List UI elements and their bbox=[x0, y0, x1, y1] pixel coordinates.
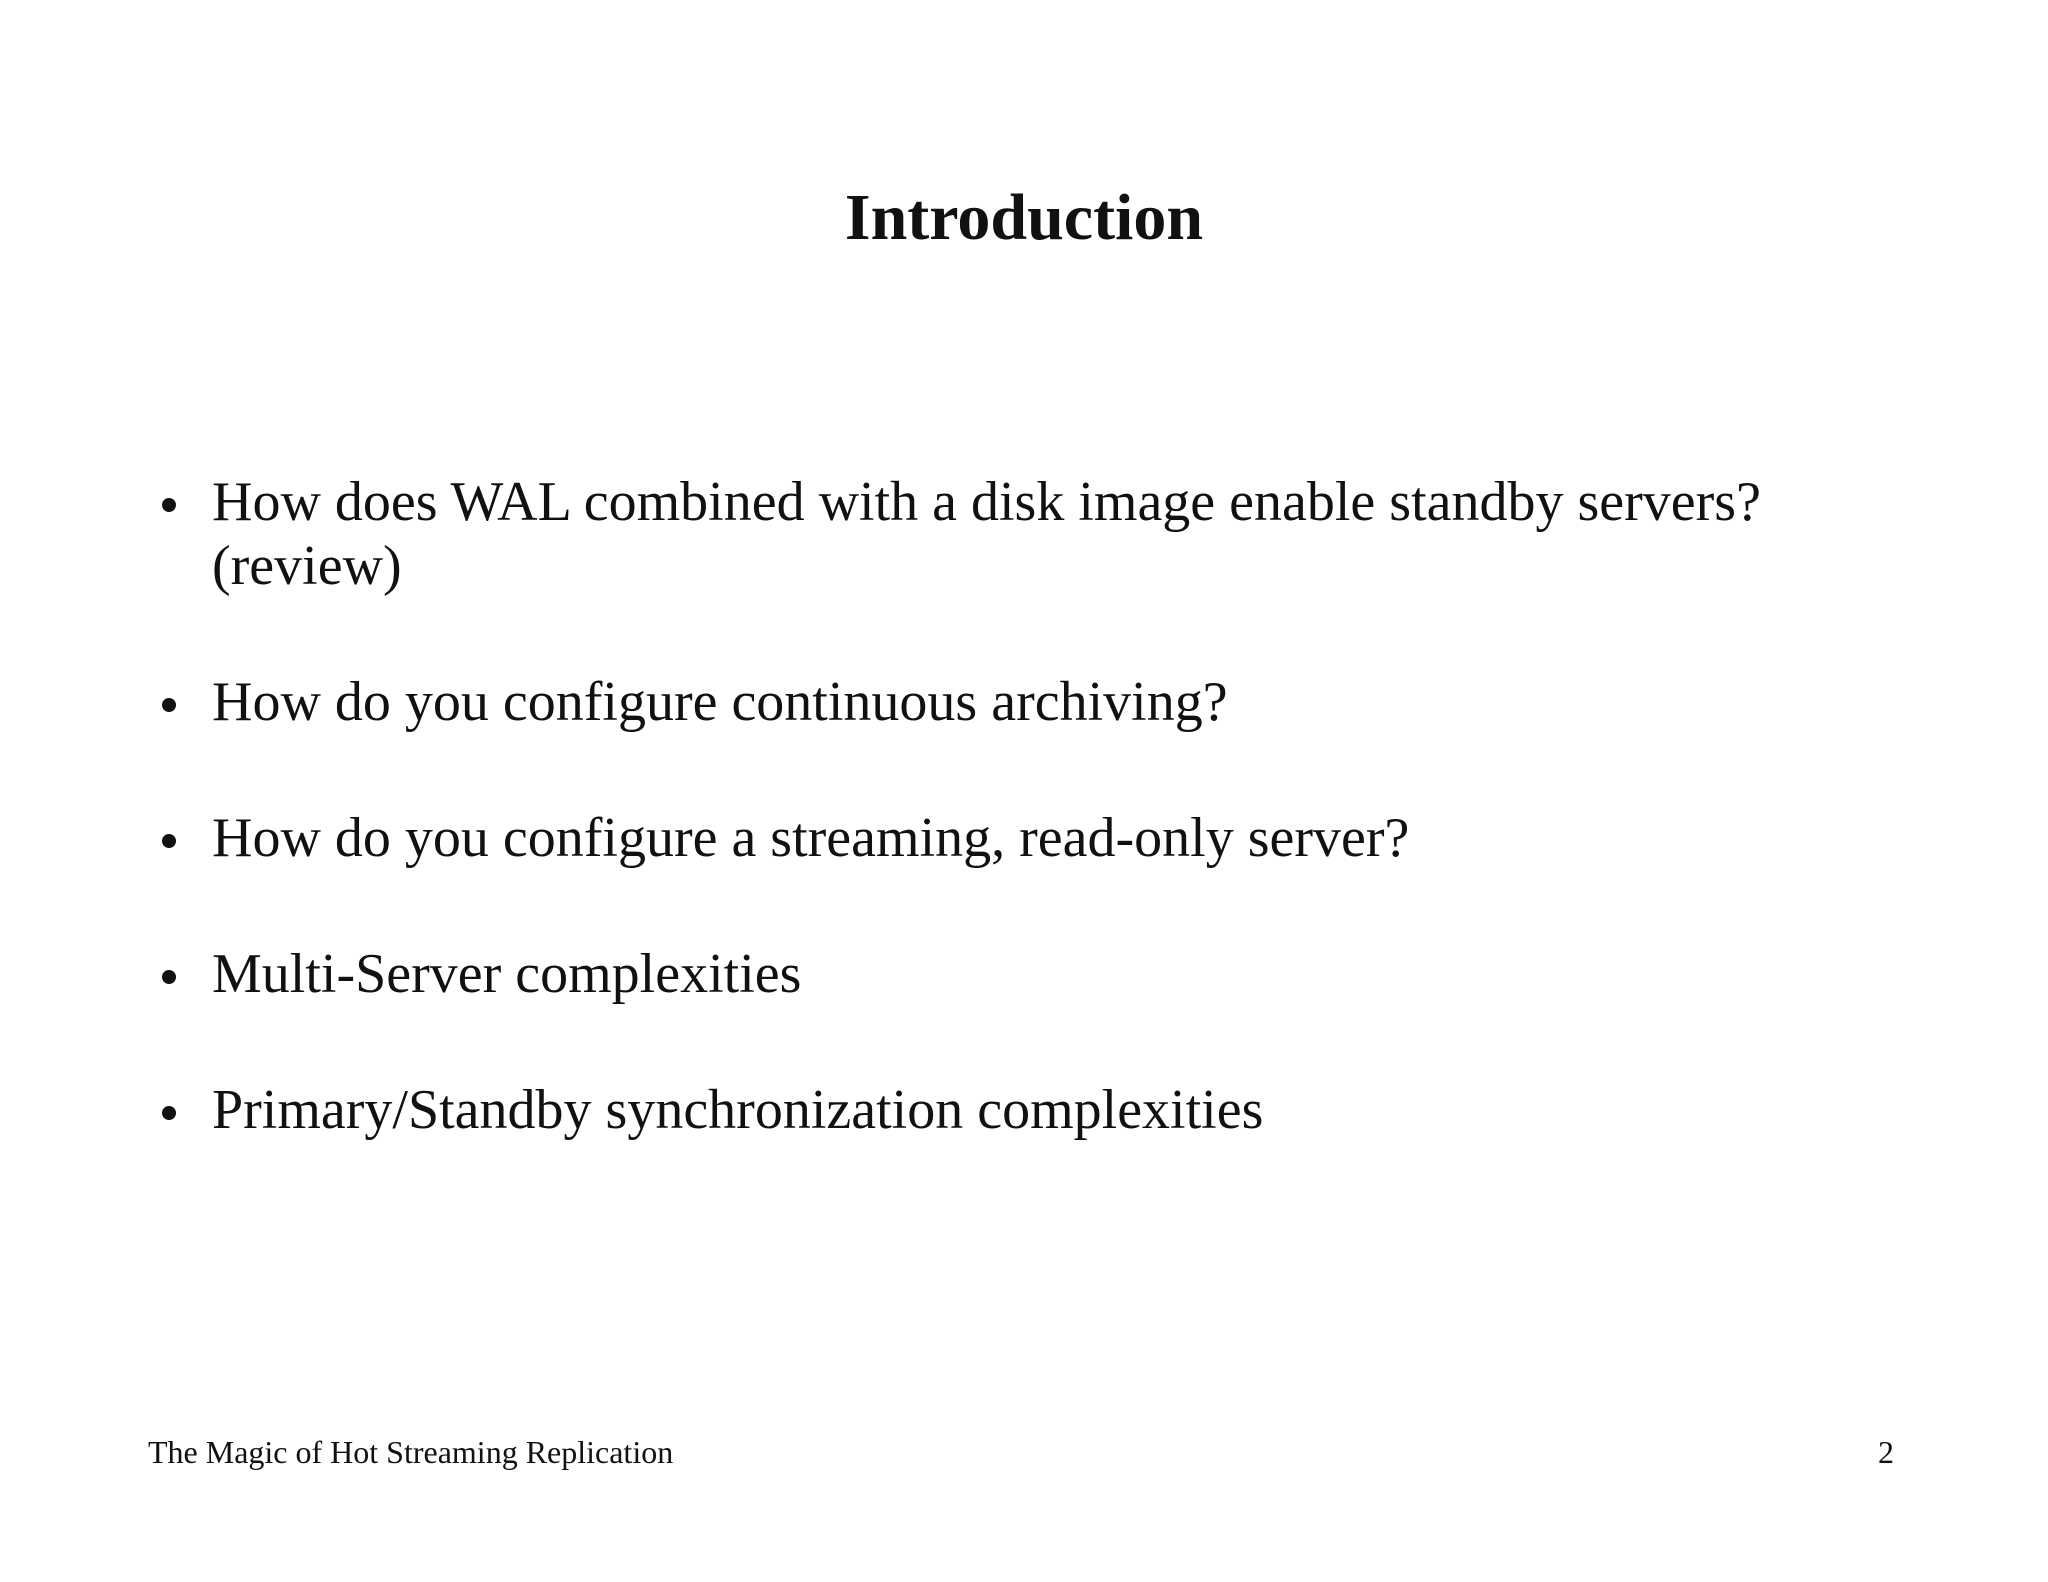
bullet-text: How do you configure a streaming, read-only server? bbox=[212, 807, 1410, 869]
list-item bbox=[150, 942, 1910, 1006]
list-item bbox=[150, 806, 1910, 870]
slide-title: Introduction bbox=[844, 181, 1204, 254]
list-item bbox=[150, 470, 1910, 598]
footer-presentation-title: The Magic of Hot Streaming Replication bbox=[148, 1434, 674, 1470]
bullet-text: Multi-Server complexities bbox=[212, 943, 802, 1005]
bullet-icon bbox=[162, 1106, 176, 1120]
bullet-text: How do you configure continuous archiving? bbox=[212, 671, 1228, 733]
bullet-list bbox=[150, 470, 1910, 1214]
bullet-text: How does WAL combined with a disk image enable standby servers? (review) bbox=[212, 471, 1761, 597]
bullet-icon bbox=[162, 698, 176, 712]
bullet-text: Primary/Standby synchronization complexities bbox=[212, 1079, 1264, 1141]
list-item bbox=[150, 670, 1910, 734]
bullet-icon bbox=[162, 970, 176, 984]
footer-page-number: 2 bbox=[1878, 1434, 1894, 1470]
list-item bbox=[150, 1078, 1910, 1142]
bullet-icon bbox=[162, 498, 176, 512]
bullet-icon bbox=[162, 834, 176, 848]
